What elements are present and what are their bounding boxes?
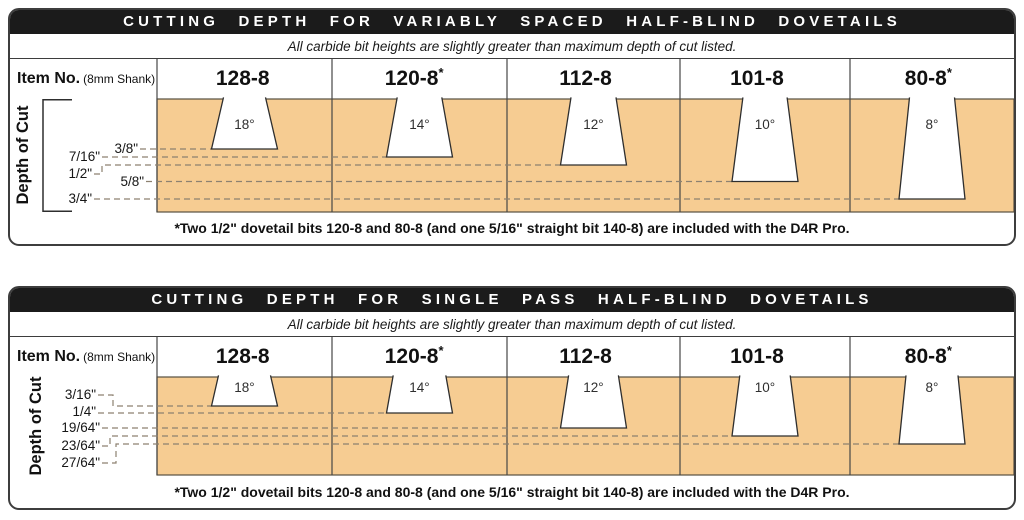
depth-of-cut-label: Depth of Cut [27, 376, 45, 476]
item-number: 80-8 [904, 345, 947, 368]
item-no-label: Item No. [17, 70, 81, 87]
column-header-128-8 [157, 337, 328, 377]
column-header-120-8: 120-8 * [384, 65, 444, 90]
column-header-101-8 [671, 337, 842, 377]
bit-angle-label-128-8: 18° [234, 380, 255, 395]
item-number: 120-8 [384, 67, 439, 90]
item-no-cell [10, 59, 157, 99]
dovetail-bit-shape-101-8 [732, 97, 798, 181]
column-header-80-8: 80-8 * [904, 65, 952, 90]
item-no-shank-label: (8mm Shank) [83, 350, 156, 364]
dovetail-bit-shape-80-8 [899, 97, 965, 199]
item-number: 112-8 [559, 345, 612, 368]
bit-angle-label-128-8: 18° [234, 117, 255, 132]
bit-angle-label-101-8: 10° [754, 117, 776, 132]
bit-angle-label-80-8: 8° [925, 117, 939, 132]
column-header-128-8 [157, 59, 328, 99]
item-number: 128-8 [215, 345, 270, 368]
depth-of-cut-label: Depth of Cut [14, 105, 32, 205]
item-no-label: Item No. [17, 348, 81, 365]
panel-title: CUTTING DEPTH FOR VARIABLY SPACED HALF-BLIND DOVETAILS [10, 10, 1014, 34]
item-number: 128-8 [215, 67, 270, 90]
column-header-120-8: 120-8 * [384, 343, 444, 368]
item-number: 112-8 [559, 67, 612, 90]
depth-label-0: 3/8" [114, 141, 138, 156]
bit-angle-label-80-8: 8° [925, 380, 939, 395]
column-header-112-8 [500, 59, 671, 99]
bit-angle-label-120-8: 14° [409, 380, 430, 395]
depth-label-0: 3/16" [64, 387, 96, 402]
item-number: 80-8 [904, 67, 947, 90]
column-header-112-8 [500, 337, 671, 377]
item-number: 101-8 [730, 345, 784, 368]
panel-variably-spaced [8, 8, 1016, 246]
panel-footnote: *Two 1/2" dovetail bits 120-8 and 80-8 (and one 5/16" straight bit 140-8) are included with the D4R Pro. [174, 220, 850, 236]
column-header-80-8: 80-8 * [904, 343, 952, 368]
item-number-row [10, 59, 1014, 99]
depth-label-4: 3/4" [68, 191, 92, 206]
depth-label-1: 7/16" [68, 149, 100, 164]
panel-single-pass [8, 286, 1016, 510]
depth-label-2: 19/64" [61, 420, 100, 435]
depth-label-2: 1/2" [68, 166, 92, 181]
column-header-101-8 [671, 59, 842, 99]
bit-angle-label-101-8: 10° [754, 380, 776, 395]
depth-label-3: 5/8" [120, 173, 144, 189]
bit-angle-label-112-8: 12° [583, 117, 604, 132]
item-no-shank-label: (8mm Shank) [83, 72, 156, 86]
item-number-row [10, 337, 1014, 377]
panel-subtitle: All carbide bit heights are slightly greater than maximum depth of cut listed. [10, 34, 1014, 59]
panel-footnote: *Two 1/2" dovetail bits 120-8 and 80-8 (and one 5/16" straight bit 140-8) are included with the D4R Pro. [174, 484, 850, 500]
item-number: 120-8 [384, 345, 439, 368]
panel-title: CUTTING DEPTH FOR SINGLE PASS HALF-BLIND DOVETAILS [10, 288, 1014, 312]
depth-label-1: 1/4" [72, 404, 96, 419]
depth-label-4: 27/64" [61, 455, 100, 470]
bit-angle-label-120-8: 14° [409, 117, 430, 132]
depth-label-3: 23/64" [61, 438, 100, 453]
item-number: 101-8 [730, 67, 784, 90]
panel-subtitle: All carbide bit heights are slightly greater than maximum depth of cut listed. [10, 312, 1014, 337]
bit-angle-label-112-8: 12° [583, 380, 604, 395]
